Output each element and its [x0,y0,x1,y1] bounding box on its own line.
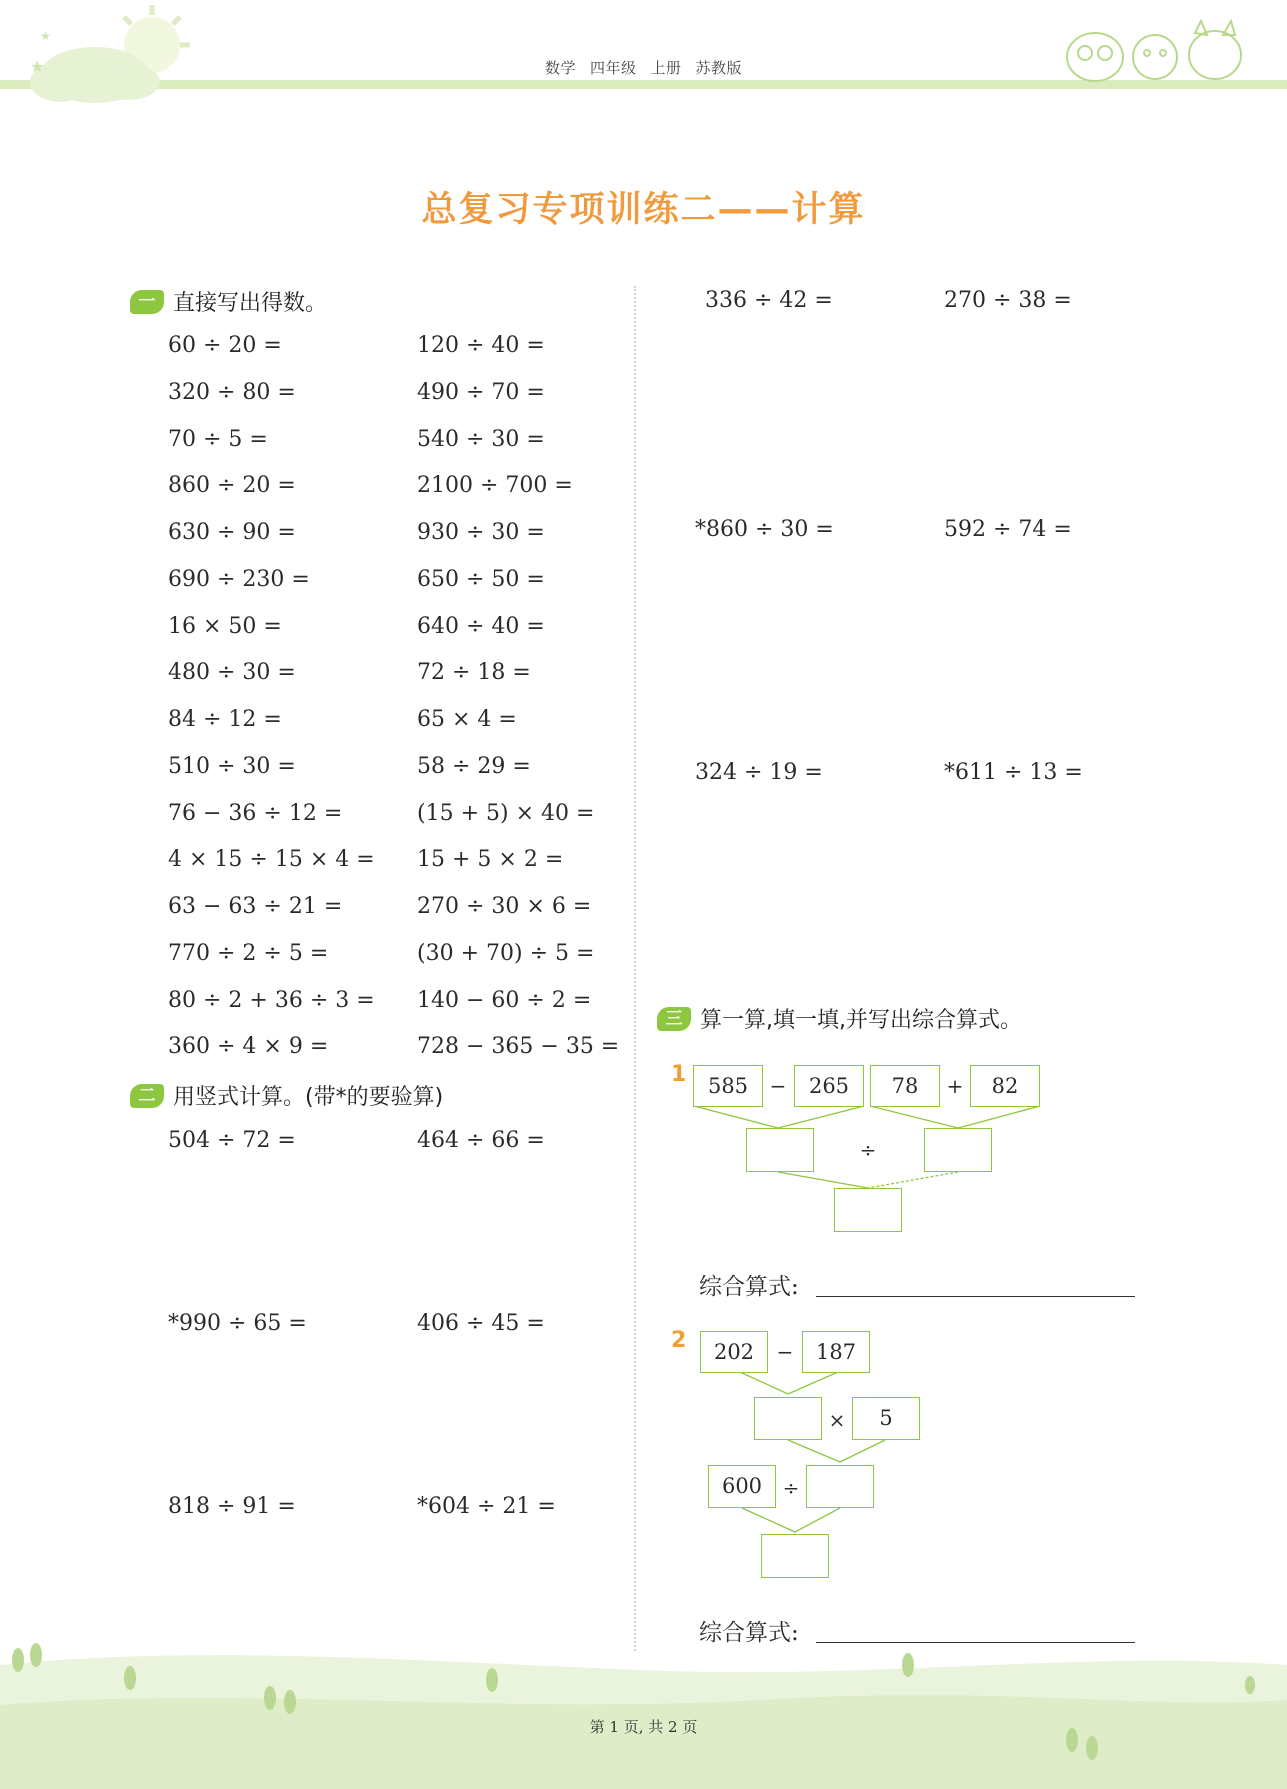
section3-badge: 三 [657,1007,691,1031]
header-grade: 四年级 [589,59,637,77]
header-edition: 苏教版 [695,59,743,77]
section3-title: 算一算,填一填,并写出综合算式。 [700,1008,1022,1033]
mental-math-problem: 70 ÷ 5 = [168,426,268,452]
operator-minus: − [769,1074,787,1098]
given-number-box: 78 [870,1065,940,1107]
vertical-calc-problem: 818 ÷ 91 = [168,1494,296,1519]
vertical-calc-problem: *990 ÷ 65 = [168,1311,307,1336]
mental-math-problem: 72 ÷ 18 = [417,660,531,686]
given-number-box: 585 [693,1065,763,1107]
section1-badge: 一 [130,290,164,314]
mental-math-problem: 2100 ÷ 700 = [417,473,573,499]
mental-math-problem: 140 − 60 ÷ 2 = [417,987,592,1013]
svg-text:★: ★ [40,29,51,43]
page-title: 总复习专项训练二——计算 [421,190,866,230]
answer-box[interactable] [754,1397,822,1440]
mental-math-problem: 65 × 4 = [417,707,517,732]
mental-math-problem: 76 − 36 ÷ 12 = [168,800,343,826]
mental-math-problem: 80 ÷ 2 + 36 ÷ 3 = [168,987,375,1013]
given-number-box: 265 [794,1065,864,1107]
combined-formula-label: 综合算式: [699,1274,799,1300]
mental-math-problem: 270 ÷ 30 × 6 = [417,894,592,919]
vertical-calc-problem: 336 ÷ 42 = [705,288,833,313]
mental-math-problem: 120 ÷ 40 = [417,333,545,358]
mental-math-problem: 630 ÷ 90 = [168,520,296,545]
given-number-box: 82 [970,1065,1040,1107]
mental-math-problem: 480 ÷ 30 = [168,660,296,686]
mental-math-problem: 510 ÷ 30 = [168,753,296,779]
mental-math-problem: 490 ÷ 70 = [417,379,545,405]
vertical-calc-problem: 464 ÷ 66 = [417,1128,545,1153]
given-number-box: 187 [802,1331,870,1373]
page-number: 第 1 页, 共 2 页 [589,1718,698,1736]
problem-number: 2 [671,1328,687,1353]
vertical-calc-problem: 270 ÷ 38 = [944,288,1072,313]
mental-math-problem: 15 + 5 × 2 = [417,847,564,873]
given-number-box: 600 [708,1465,776,1508]
vertical-calc-problem: 592 ÷ 74 = [944,517,1072,542]
mental-math-problem: 728 − 365 − 35 = [417,1034,620,1060]
mental-math-problem: 60 ÷ 20 = [168,333,282,358]
mental-math-problem: 690 ÷ 230 = [168,566,310,592]
vertical-calc-problem: *611 ÷ 13 = [944,760,1083,785]
mental-math-problem: 770 ÷ 2 ÷ 5 = [168,940,329,966]
mental-math-problem: 84 ÷ 12 = [168,707,282,732]
section2-title: 用竖式计算。(带*的要验算) [173,1085,444,1110]
operator-minus: − [776,1340,794,1364]
vertical-calc-problem: *604 ÷ 21 = [417,1494,556,1519]
operator-multiply: × [828,1408,846,1432]
vertical-calc-problem: 504 ÷ 72 = [168,1128,296,1153]
answer-box[interactable] [834,1188,902,1232]
answer-box[interactable] [924,1128,992,1172]
vertical-calc-problem: 406 ÷ 45 = [417,1311,545,1336]
answer-box[interactable] [761,1534,829,1578]
operator-divide: ÷ [859,1138,877,1162]
section1-title: 直接写出得数。 [173,291,328,316]
hills-decoration [0,1630,1287,1789]
header-term: 上册 [650,59,682,77]
combined-formula-answer-line[interactable] [816,1296,1135,1297]
problem-number: 1 [671,1062,687,1087]
mental-math-problem: 640 ÷ 40 = [417,613,545,639]
mental-math-problem: 63 − 63 ÷ 21 = [168,894,343,919]
mental-math-problem: 320 ÷ 80 = [168,379,296,405]
mental-math-problem: 540 ÷ 30 = [417,426,545,452]
answer-box[interactable] [746,1128,814,1172]
given-number-box: 202 [700,1331,768,1373]
answer-box[interactable] [806,1465,874,1508]
mental-math-problem: 360 ÷ 4 × 9 = [168,1034,329,1060]
svg-text:★: ★ [30,57,45,76]
mental-math-problem: 930 ÷ 30 = [417,520,545,545]
section2-badge: 二 [130,1084,164,1108]
operator-plus: + [946,1074,964,1098]
given-number-box: 5 [852,1397,920,1440]
mental-math-problem: 16 × 50 = [168,613,282,639]
mental-math-problem: (15 + 5) × 40 = [417,800,595,826]
mental-math-problem: 58 ÷ 29 = [417,753,531,779]
mental-math-problem: (30 + 70) ÷ 5 = [417,940,595,966]
mental-math-problem: 4 × 15 ÷ 15 × 4 = [168,847,375,873]
combined-formula-label: 综合算式: [699,1620,799,1646]
mental-math-problem: 860 ÷ 20 = [168,473,296,499]
vertical-calc-problem: *860 ÷ 30 = [695,517,834,542]
vertical-calc-problem: 324 ÷ 19 = [695,760,823,785]
mental-math-problem: 650 ÷ 50 = [417,566,545,592]
header-subject: 数学 [544,59,576,77]
operator-divide: ÷ [782,1476,800,1500]
